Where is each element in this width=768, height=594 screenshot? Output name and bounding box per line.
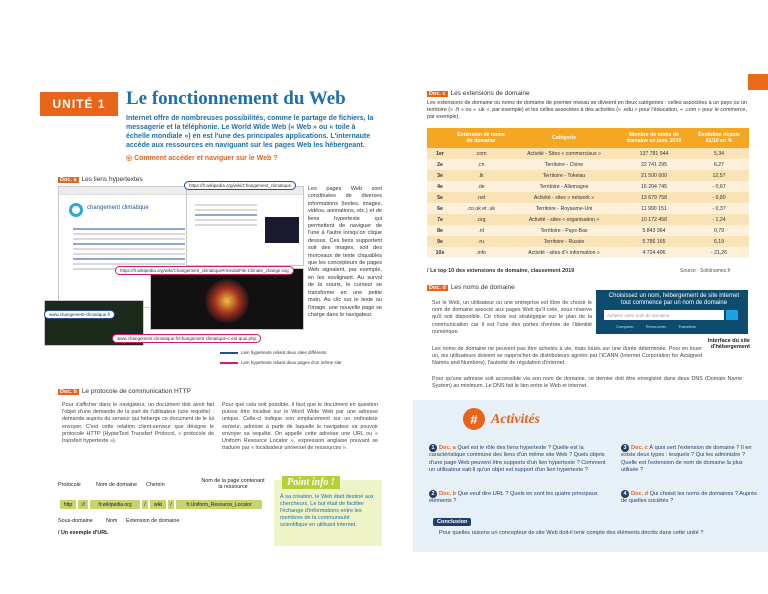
tab-compare[interactable]: Comparer xyxy=(616,324,634,329)
legend-pink xyxy=(220,360,341,365)
question-text: Comment accéder et naviguer sur le Web ? xyxy=(134,155,278,162)
search-icon[interactable] xyxy=(726,310,738,320)
url-part-path: wiki xyxy=(150,500,166,509)
cell-category: Territoire - Pays-Bas xyxy=(509,225,619,236)
hosting-panel-caption: Interface du site d'hébergement xyxy=(707,338,750,350)
url-label-domain: Nom de domaine xyxy=(96,482,138,488)
wiki-media-viewer xyxy=(150,268,304,330)
doc-d-p1: Sur le Web, un utilisateur ou une entreprise est libre de choisir le nom de domaine associé aux pages Web qu'il crée, sous réserve qu'il soit disponible. Ce choix est stratégique sur le plan de la communication car il est l'une des portes d'entrée de l'identité numérique. xyxy=(432,300,592,335)
url-left[interactable]: www.changement-climatique.fr xyxy=(44,310,115,319)
point-info-box xyxy=(274,477,382,546)
legend-pink-swatch xyxy=(220,362,238,364)
table-source: Source : Solidnames.fr xyxy=(680,268,731,274)
table-row xyxy=(427,225,749,236)
table-row xyxy=(427,181,749,192)
url-bottom[interactable]: www.changement-climatique.fr/changement-climatique-c-est-quoi.php xyxy=(112,334,261,343)
cell-count: 10 172 458 xyxy=(619,214,689,225)
cell-extension: .ru xyxy=(453,236,509,247)
doc-c-title: Les extensions de domaine xyxy=(450,90,530,97)
cell-rank: 10e xyxy=(427,247,453,258)
doc-b-title: Le protocole de communication HTTP xyxy=(81,388,191,395)
legend-blue-swatch xyxy=(220,352,238,354)
table-body xyxy=(427,148,749,258)
url-caption: / Un exemple d'URL xyxy=(58,530,109,536)
table-row xyxy=(427,236,749,247)
cell-category: Territoire - Royaume-Uni xyxy=(509,203,619,214)
wiki-image-thumbnail xyxy=(265,217,299,243)
cell-extension: .org xyxy=(453,214,509,225)
cell-rank: 1er xyxy=(427,148,453,159)
cell-count: 13 679 758 xyxy=(619,192,689,203)
activity-3-doc: Doc. c xyxy=(631,445,648,451)
doc-a-title: Les liens hypertextes xyxy=(81,176,143,183)
cell-count: 137 781 944 xyxy=(619,148,689,159)
url-label-extension: Extension de domaine xyxy=(126,518,180,524)
table-row xyxy=(427,247,749,258)
table-row xyxy=(427,214,749,225)
conclusion-text: Pour quelles raisons un concepteur de site Web doit-il tenir compte des éléments décrits dans cette unité ? xyxy=(439,530,704,536)
doc-c-heading xyxy=(427,90,530,97)
doc-c-label: Doc. c xyxy=(429,91,446,97)
activity-3-number: 3 xyxy=(621,444,629,452)
activity-1-number: 1 xyxy=(429,444,437,452)
cell-rank: 6e xyxy=(427,203,453,214)
cell-extension: .info xyxy=(453,247,509,258)
cell-category: Territoire - Allemagne xyxy=(509,181,619,192)
activities-title: Activités xyxy=(491,412,540,427)
cell-extension: .de xyxy=(453,181,509,192)
activity-4-doc: Doc. d xyxy=(631,491,649,497)
table-row xyxy=(427,170,749,181)
cell-evolution: - 9,80 xyxy=(689,192,749,203)
url-part-protocol: http xyxy=(60,500,76,509)
activity-3-text: À quoi sert l'extension de domaine ? Il en existe deux types : lesquels ? Qui les administre ? Quelle est l'extension de nom de domaine la plus utilisée ? xyxy=(621,445,752,474)
unit-title: Le fonctionnement du Web xyxy=(126,88,346,109)
cell-extension: .cn xyxy=(453,159,509,170)
cell-category: Activité - Sites « commerciaux » xyxy=(509,148,619,159)
url-mid[interactable]: https://fr.wikipedia.org/wiki/Changement_climatique#/media/File:Climate_change.svg xyxy=(115,266,294,275)
cell-evolution: 12,57 xyxy=(689,170,749,181)
tab-renew[interactable]: Renouveler xyxy=(645,324,667,329)
browser-toolbar xyxy=(59,187,197,195)
unit-badge: UNITÉ 1 xyxy=(40,92,118,116)
activity-2 xyxy=(429,490,609,506)
doc-d-label: Doc. d xyxy=(429,285,446,291)
cell-category: Activité - sites d'« information » xyxy=(509,247,619,258)
table-header-count: Nombre de noms de domaine en janv. 2019 xyxy=(619,128,689,148)
url-part-domain: fr.wikipedia.org xyxy=(90,500,140,509)
cell-evolution: 0,79 xyxy=(689,225,749,236)
doc-b-col2: Pour que cela soit possible, il faut que le document en question puisse être localisé sur le Word Wide Web par une adresse unique. Celle-ci indique son emplacement sur un ordinateur serveur, adresse à partir de laquelle le navigateur va pouvoir envoyer sa requête. On appelle cette adresse une URL ou « Uniform Resource Locator », expression anglaise pouvant se traduire par « localisateur universel de ressources ». xyxy=(222,402,378,452)
earth-image xyxy=(205,279,249,323)
page-tab-marker xyxy=(748,74,768,90)
doc-a-heading xyxy=(58,176,143,183)
url-part-page: fr.Uniform_Resource_Locator xyxy=(176,500,262,509)
cell-rank: 5e xyxy=(427,192,453,203)
url-top[interactable]: https://fr.wikipedia.org/wiki/Changement_climatique xyxy=(184,181,296,190)
hosting-site-panel xyxy=(596,290,748,334)
doc-b-col1: Pour s'afficher dans le navigateur, un document doit avoir fait l'objet d'une demande de la part de l'utilisateur (une requête) : demande auprès du serveur qui héberge ce document de le lui envoyer. C'est cette relation client-serveur que désigne le protocole HTTP (HyperText Transfert Protocol, « protocole de transfert hypertexte »). xyxy=(62,402,214,445)
activity-2-text: Que veut dire URL ? Quels en sont les quatre principaux éléments ? xyxy=(429,491,598,505)
table-row xyxy=(427,148,749,159)
doc-b-heading xyxy=(58,388,191,395)
domain-extensions-table xyxy=(427,128,749,258)
domain-search-input[interactable]: Achetez votre nom de domaine xyxy=(604,310,724,320)
doc-b-label: Doc. b xyxy=(60,389,77,395)
activities-section xyxy=(413,400,768,552)
doc-d-p2: Les noms de domaine ne peuvent pas être achetés à vie, mais loués sur une durée déterminée. Pour en louer un, les utilisateurs doivent se rapprocher de distributeurs agréés par l'ICANN (Internet Corporation for Assigned Names and Numbers), l'autorité de régulation d'internet. xyxy=(432,346,702,367)
cell-rank: 3e xyxy=(427,170,453,181)
url-part-slash-1: / xyxy=(142,500,148,509)
url-part-separator: :// xyxy=(78,500,88,509)
legend-blue-text: Lien hypertexte reliant deux sites différents xyxy=(241,350,327,355)
table-row xyxy=(427,192,749,203)
question-icon: ◎ xyxy=(126,155,135,162)
doc-a-text: Les pages Web sont constituées de diverses informations (textes, images, vidéos, animations, etc.) et de liens hypertexte qui permettent de naviguer de l'une à l'autre lorsqu'on clique dessus. Ces liens supportent soit des images, soit des morceaux de texte cliquables que les concepteurs de pages Web signalent, par exemple, en les soulignant. Au survol de la souris, le curseur se transforme en une petite main. Au clic sur le texte ou l'image, une nouvelle page se charge dans le navigateur. xyxy=(308,186,382,318)
activity-4 xyxy=(621,490,761,506)
cell-category: Activité - sites « network » xyxy=(509,192,619,203)
cell-rank: 7e xyxy=(427,214,453,225)
url-label-protocol: Protocole xyxy=(58,482,81,488)
cell-count: 16 204 745 xyxy=(619,181,689,192)
cell-evolution: 6,27 xyxy=(689,159,749,170)
activity-1-text: Quel est le rôle des liens hypertexte ? Quelle est la caractéristique commune des liens d'un même site Web ? Quels objets d'une page Web peuvent être supports d'un lien hypertexte ? Comment un utilisateur sait-il qu'un objet est support d'un lien hypertexte ? xyxy=(429,445,606,474)
hosting-panel-tabs xyxy=(616,324,697,329)
cell-evolution: 6,19 xyxy=(689,236,749,247)
table-header-category: Catégorie xyxy=(509,128,619,148)
table-header-row xyxy=(427,128,749,148)
cell-rank: 8e xyxy=(427,225,453,236)
doc-d-heading xyxy=(427,284,515,291)
activity-2-doc: Doc. b xyxy=(439,491,457,497)
cell-count: 5 786 165 xyxy=(619,236,689,247)
doc-d-p3: Pour qu'une adresse soit accessible via son nom de domaine, ce dernier doit être enregistré dans deux DNS (Domain Name System) au minimum. Le DNS fait le lien entre le Web et internet. xyxy=(432,376,742,390)
activity-3 xyxy=(621,444,761,475)
doc-a-label: Doc. a xyxy=(60,177,77,183)
cell-evolution: - 0,37 xyxy=(689,203,749,214)
cell-count: 22 741 295 xyxy=(619,159,689,170)
point-info-text: À sa création, le Web était destiné aux chercheurs. Le but était de faciliter l'échange d'informations entre les membres de la communauté scientifique en utilisant internet. xyxy=(280,494,374,528)
tab-transfer[interactable]: Transférer xyxy=(678,324,697,329)
activity-4-number: 4 xyxy=(621,490,629,498)
cell-extension: .nl xyxy=(453,225,509,236)
doc-c-intro: Les extensions de domaine ou noms de domaine de premier niveau se divisent en deux catégories : celles associées à un pays ou un territoire (« .fr » ou « .uk », par exemple) et les celles associées à des activités (« .edu » pour l'éducation, « .com » pour le commerce, par exemple). xyxy=(427,100,747,121)
cell-count: 11 990 151 xyxy=(619,203,689,214)
cell-evolution: 5,34 xyxy=(689,148,749,159)
legend-blue xyxy=(220,350,326,355)
point-info-title: Point info ! xyxy=(282,476,340,489)
cell-evolution: - 1,24 xyxy=(689,214,749,225)
site-name: changement climatique xyxy=(87,205,149,211)
legend-pink-text: Lien hypertexte reliant deux pages d'un même site xyxy=(241,360,342,365)
cell-category: Activité - sites « organisation » xyxy=(509,214,619,225)
activity-1-doc: Doc. a xyxy=(439,445,456,451)
url-label-subdomain: Sous-domaine xyxy=(58,518,93,524)
url-label-name: Nom xyxy=(106,518,118,524)
url-label-path: Chemin xyxy=(146,482,165,488)
table-header-evolution: Évolution depuis 01/10 en % xyxy=(689,128,749,148)
cell-extension: .tk xyxy=(453,170,509,181)
cell-category: Territoire - Chine xyxy=(509,159,619,170)
cell-count: 21 500 000 xyxy=(619,170,689,181)
table-header-rank xyxy=(427,128,453,148)
url-caption-text: Un exemple d'URL xyxy=(61,530,109,536)
table-row xyxy=(427,203,749,214)
activity-2-number: 2 xyxy=(429,490,437,498)
cell-count: 4 724 406 xyxy=(619,247,689,258)
table-row xyxy=(427,159,749,170)
cell-extension: .net xyxy=(453,192,509,203)
cell-rank: 9e xyxy=(427,236,453,247)
cell-rank: 4e xyxy=(427,181,453,192)
site-logo-icon xyxy=(69,203,83,217)
table-caption: / Le top 10 des extensions de domaine, classement 2019 xyxy=(427,268,575,274)
url-part-slash-2: / xyxy=(168,500,174,509)
cell-evolution: - 0,67 xyxy=(689,181,749,192)
activity-4-text: Qui choisit les noms de domaines ? Auprès de quelles sociétés ? xyxy=(621,491,757,505)
table-header-extension: Extension de noms de domaine xyxy=(453,128,509,148)
unit-intro: Internet offre de nombreuses possibilités, comme le partage de fichiers, la messagerie et la téléphonie. Le World Wide Web (« Web » ou « toile à échelle mondiale ») en est l'une des principales applications. L'internaute accède aux ressources en naviguant sur les pages Web les hébergeant. xyxy=(126,115,374,149)
table-caption-text: Le top 10 des extensions de domaine, classement 2019 xyxy=(430,268,575,274)
activity-1 xyxy=(429,444,609,475)
cell-evolution: - 21,26 xyxy=(689,247,749,258)
doc-d-title: Les noms de domaine xyxy=(450,284,515,291)
hash-icon: # xyxy=(463,408,485,430)
cell-rank: 2e xyxy=(427,159,453,170)
cell-extension: .co.uk et .uk xyxy=(453,203,509,214)
hosting-panel-title: Choisissez un nom, hébergement de site internet tout commence par un nom de domaine xyxy=(608,293,740,306)
browser-screenshot-wiki xyxy=(186,186,304,266)
cell-extension: .com xyxy=(453,148,509,159)
conclusion-label: Conclusion xyxy=(433,518,471,526)
cell-category: Territoire - Russie xyxy=(509,236,619,247)
cell-category: Territoire - Tokelau xyxy=(509,170,619,181)
url-label-page: Nom de la page contenant la ressource xyxy=(201,478,265,490)
cell-count: 5 843 964 xyxy=(619,225,689,236)
unit-question xyxy=(126,154,277,162)
